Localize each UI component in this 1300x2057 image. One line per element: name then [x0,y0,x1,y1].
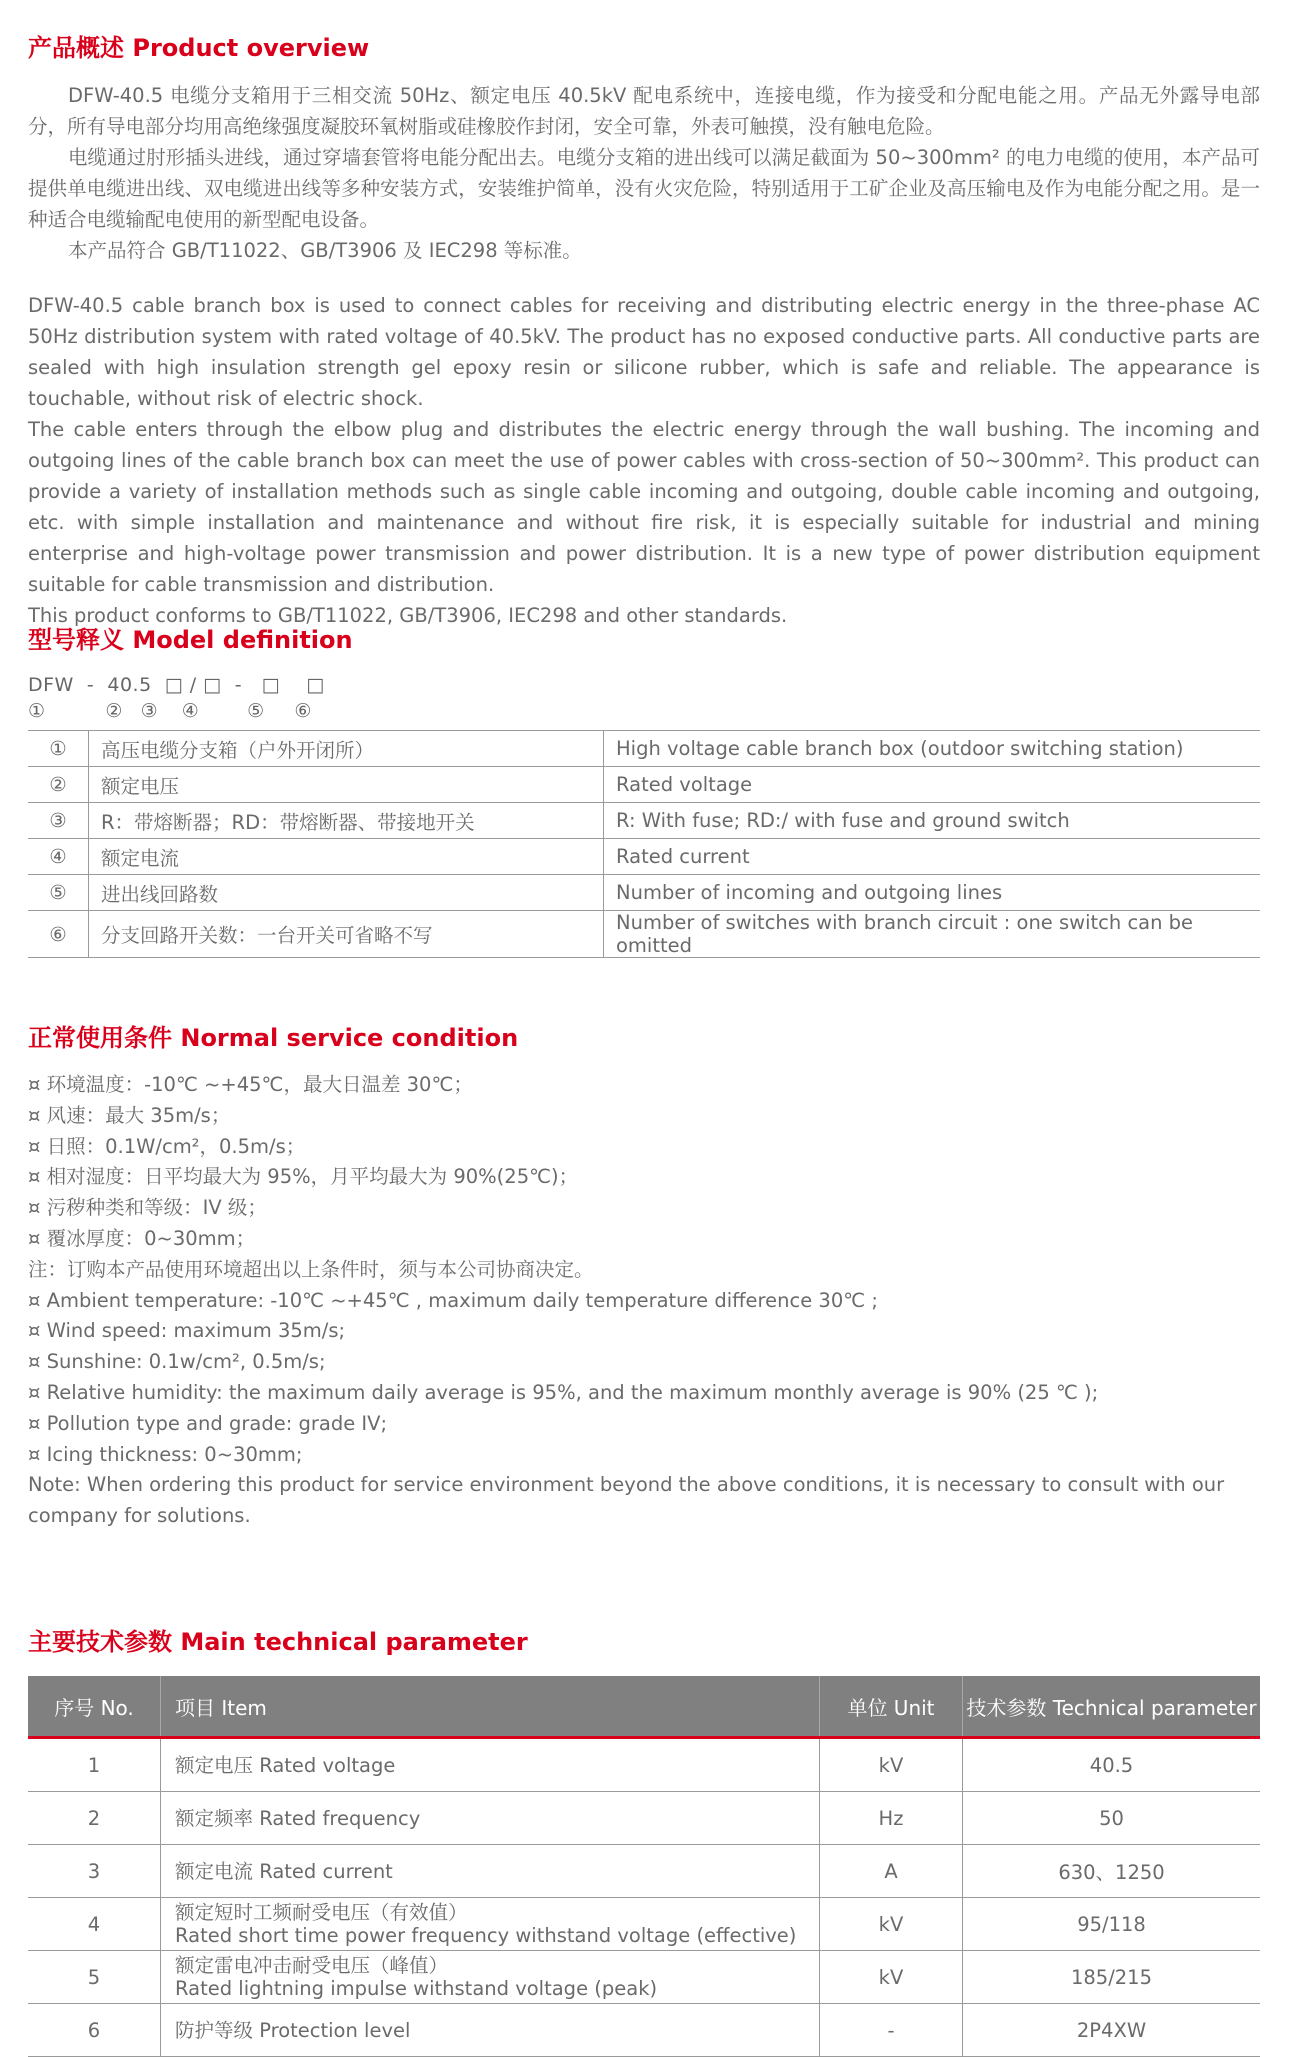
param-title: 主要技术参数 Main technical parameter [28,1628,528,1656]
table-row [28,1738,1260,1792]
param-item [161,1845,820,1898]
param-item-line1: 额定电流 Rated current [175,1859,393,1883]
model-definition-table [28,730,1260,958]
param-no: 4 [28,1898,161,1951]
condition-title: 正常使用条件 Normal service condition [28,1024,519,1052]
param-no: 6 [28,2004,161,2057]
condition-item: ¤ 相对湿度：日平均最大为 95%，月平均最大为 90%(25℃)； [28,1165,579,1189]
param-unit: kV [820,1951,963,2004]
param-item [161,1738,820,1792]
def-num: ① [28,731,89,767]
header-item: 项目 Item [161,1676,820,1738]
table-row [28,1951,1260,2004]
condition-note: Note: When ordering this product for service environment beyond the above conditions, it is necessary to consult with our company for solutions. [28,1473,1225,1528]
param-item [161,1951,820,2004]
param-unit: kV [820,1898,963,1951]
overview-cn [28,80,1260,266]
table-row [28,1792,1260,1845]
header-value: 技术参数 Technical parameter [963,1676,1261,1738]
table-row [28,803,1260,839]
param-value: 40.5 [963,1738,1261,1792]
param-item-line1: 额定电压 Rated voltage [175,1753,396,1777]
param-item-line1: 额定雷电冲击耐受电压（峰值） [175,1954,449,1977]
header-unit: 单位 Unit [820,1676,963,1738]
condition-item: ¤ Sunshine: 0.1w/cm², 0.5m/s; [28,1350,326,1374]
overview-cn-p1: DFW-40.5 电缆分支箱用于三相交流 50Hz、额定电压 40.5kV 配电系统中，连接电缆，作为接受和分配电能之用。产品无外露导电部分，所有导电部分均用高绝缘强度凝胶环氧树脂或硅橡胶作封闭，安全可靠，外表可触摸，没有触电危险。 [28,84,1260,138]
table-row [28,911,1260,958]
model-title: 型号释义 Model definition [28,626,353,654]
condition-item: ¤ 污秽种类和等级：IV 级； [28,1196,267,1220]
table-row [28,1845,1260,1898]
param-value: 630、1250 [963,1845,1261,1898]
model-code-numbers: ① ② ③ ④ ⑤ ⑥ [28,700,312,722]
def-en: Number of incoming and outgoing lines [604,875,1261,911]
param-item-line1: 额定频率 Rated frequency [175,1806,421,1830]
param-no: 2 [28,1792,161,1845]
condition-item: ¤ Icing thickness: 0~30mm; [28,1442,303,1466]
condition-item: ¤ Wind speed: maximum 35m/s; [28,1319,346,1343]
overview-en [28,290,1260,631]
condition-item: ¤ 日照：0.1W/cm²，0.5m/s； [28,1134,306,1158]
param-item-line2: Rated short time power frequency withstand voltage (effective) [175,1924,797,1947]
table-row [28,875,1260,911]
header-no: 序号 No. [28,1676,161,1738]
def-num: ⑥ [28,911,89,958]
model-code: DFW - 40.5 □ / □ - □ □ [28,674,325,696]
table-header-row [28,1676,1260,1738]
param-unit: Hz [820,1792,963,1845]
condition-item: ¤ Pollution type and grade: grade IV; [28,1411,388,1435]
table-row [28,839,1260,875]
condition-note: 注：订购本产品使用环境超出以上条件时，须与本公司协商决定。 [28,1257,594,1281]
def-cn: 进出线回路数 [89,875,604,911]
param-item [161,2004,820,2057]
def-cn: R：带熔断器；RD：带熔断器、带接地开关 [89,803,604,839]
table-row [28,2004,1260,2057]
def-num: ⑤ [28,875,89,911]
table-row [28,1898,1260,1951]
param-item [161,1898,820,1951]
overview-en-p1: DFW-40.5 cable branch box is used to connect cables for receiving and distributing electric energy in the three-phase AC 50Hz distribution system with rated voltage of 40.5kV. The product has no exposed conductive parts. All conductive parts are sealed with high insulation strength gel epoxy resin or silicone rubber, which is safe and reliable. The appearance is touchable, without risk of electric shock. [28,294,1260,410]
overview-en-p2: The cable enters through the elbow plug and distributes the electric energy through the wall bushing. The incoming and outgoing lines of the cable branch box can meet the use of power cables with cross-section of 50~300mm². This product can provide a variety of installation methods such as single cable incoming and outgoing, double cable incoming and outgoing, etc. with simple installation and maintenance and without fire risk, it is especially suitable for industrial and mining enterprise and high-voltage power transmission and power distribution. It is a new type of power distribution equipment suitable for cable transmission and distribution. [28,418,1260,596]
def-num: ③ [28,803,89,839]
condition-item: ¤ 覆冰厚度：0~30mm； [28,1226,256,1250]
overview-cn-p3: 本产品符合 GB/T11022、GB/T3906 及 IEC298 等标准。 [68,239,582,262]
overview-cn-p2: 电缆通过肘形插头进线，通过穿墙套管将电能分配出去。电缆分支箱的进出线可以满足截面为 50~300mm² 的电力电缆的使用，本产品可提供单电缆进出线、双电缆进出线等多种安装方式，安装维护简单，没有火灾危险，特别适用于工矿企业及高压输电及作为电能分配之用。是一种适合电缆输配电使用的新型配电设备。 [28,146,1260,231]
param-unit: kV [820,1738,963,1792]
table-row [28,731,1260,767]
conditions-list [28,1070,1268,1532]
table-row [28,767,1260,803]
param-no: 5 [28,1951,161,2004]
param-value: 2P4XW [963,2004,1261,2057]
condition-item: ¤ Ambient temperature: -10℃ ~+45℃ , maximum daily temperature difference 30℃ ; [28,1288,878,1312]
condition-item: ¤ Relative humidity: the maximum daily average is 95%, and the maximum monthly average is 90% (25 ℃ ); [28,1380,1099,1404]
def-en: Number of switches with branch circuit : one switch can be omitted [604,911,1261,958]
param-item-line2: Rated lightning impulse withstand voltage (peak) [175,1977,658,2000]
param-value: 185/215 [963,1951,1261,2004]
def-num: ② [28,767,89,803]
param-value: 95/118 [963,1898,1261,1951]
def-en: Rated current [604,839,1261,875]
param-item [161,1792,820,1845]
param-no: 1 [28,1738,161,1792]
def-num: ④ [28,839,89,875]
param-value: 50 [963,1792,1261,1845]
parameter-table [28,1676,1260,2057]
def-cn: 额定电压 [89,767,604,803]
condition-item: ¤ 环境温度：-10℃ ~+45℃，最大日温差 30℃； [28,1073,473,1096]
def-cn: 高压电缆分支箱（户外开闭所） [89,731,604,767]
condition-item: ¤ 风速：最大 35m/s； [28,1103,231,1127]
param-item-line1: 额定短时工频耐受电压（有效值） [175,1901,468,1924]
def-cn: 分支回路开关数：一台开关可省略不写 [89,911,604,958]
param-unit: - [820,2004,963,2057]
def-en: R: With fuse; RD:/ with fuse and ground switch [604,803,1261,839]
overview-en-p3: This product conforms to GB/T11022, GB/T3906, IEC298 and other standards. [28,604,788,627]
def-en: Rated voltage [604,767,1261,803]
overview-title: 产品概述 Product overview [28,34,370,62]
param-unit: A [820,1845,963,1898]
def-cn: 额定电流 [89,839,604,875]
def-en: High voltage cable branch box (outdoor switching station) [604,731,1261,767]
param-item-line1: 防护等级 Protection level [175,2018,411,2042]
param-no: 3 [28,1845,161,1898]
